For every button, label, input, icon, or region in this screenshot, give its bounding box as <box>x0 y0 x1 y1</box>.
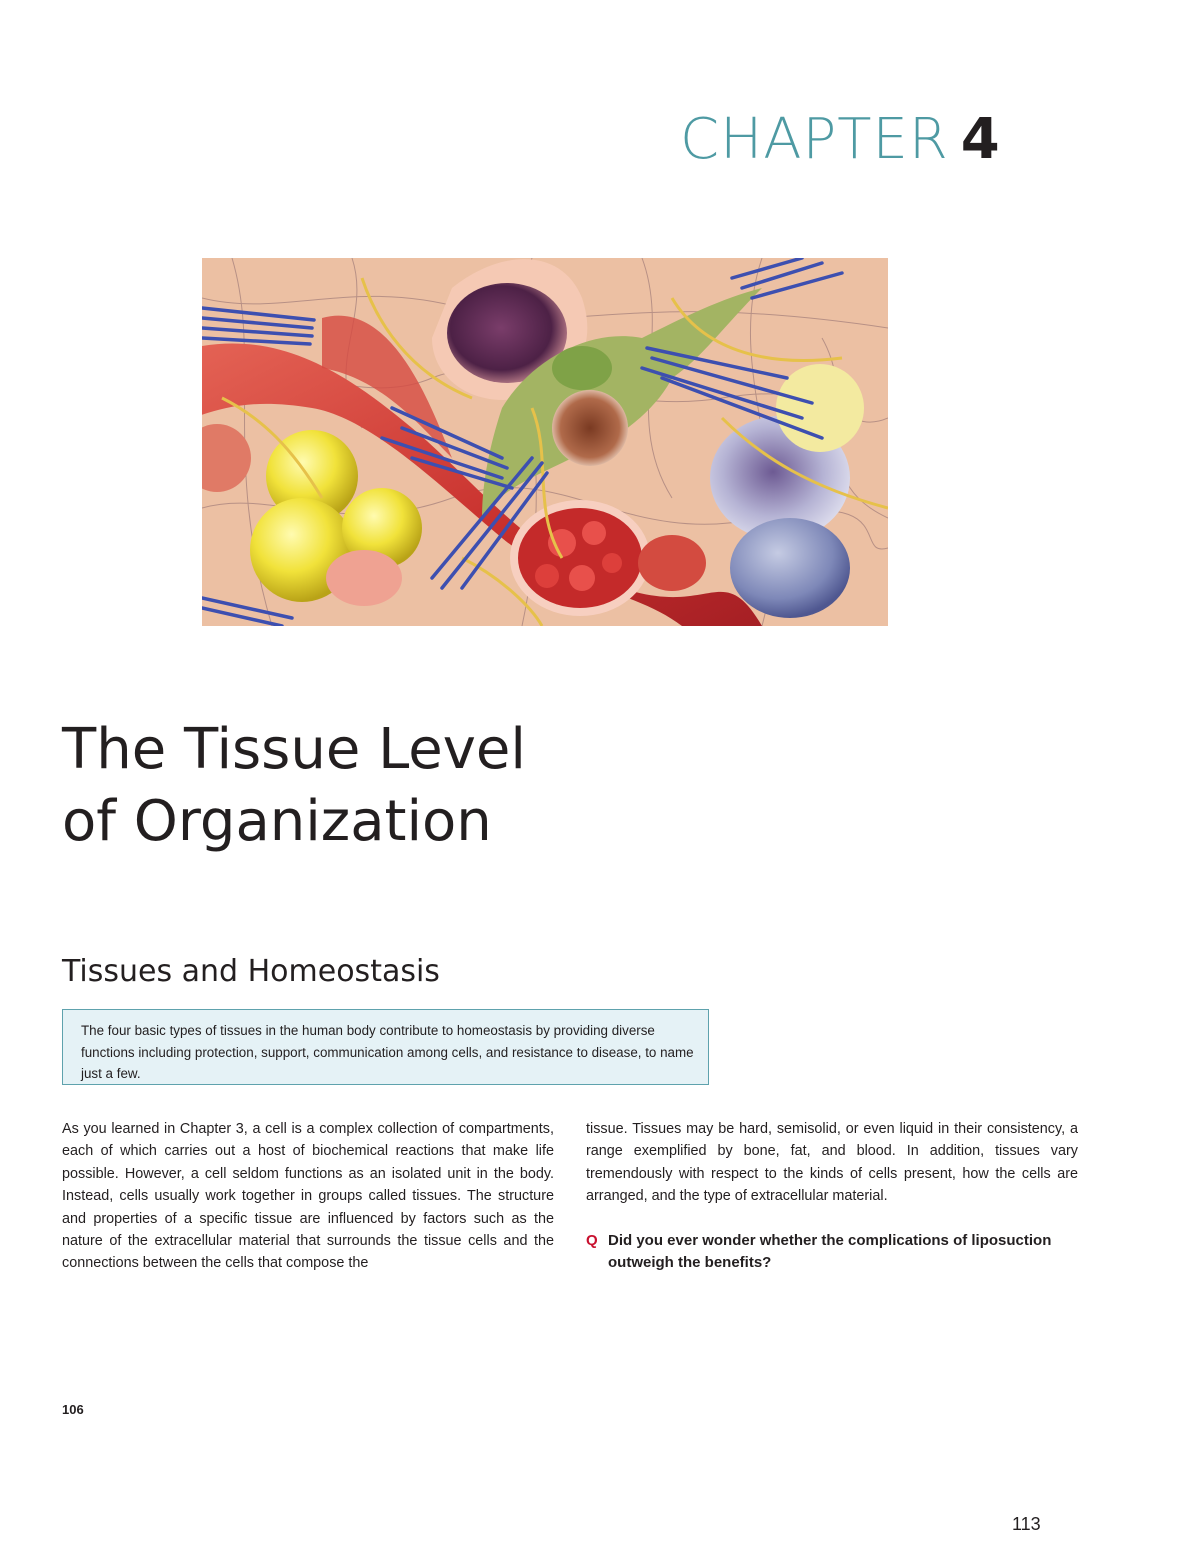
section-heading: Tissues and Homeostasis <box>62 954 440 989</box>
summary-callout <box>62 1009 709 1085</box>
question-marker: Q <box>586 1232 598 1249</box>
chapter-heading <box>680 100 1000 180</box>
question-prompt <box>586 1230 1078 1275</box>
question-text: Did you ever wonder whether the complications of liposuction outweigh the benefits? <box>608 1232 1052 1272</box>
body-right-column: tissue. Tissues may be hard, semisolid, or even liquid in their consistency, a range exemplified by bone, fat, and blood. In addition, tissues vary tremendously with respect to the kinds of cells present, how the cells are arranged, and the type of extracellular material. <box>586 1121 1078 1205</box>
tissue-illustration <box>202 258 888 626</box>
body-left-column: As you learned in Chapter 3, a cell is a complex collection of compartments, each of which carries out a host of biochemical reactions that make life possible. However, a cell seldom functions as an isolated unit in the body. Instead, cells usually work together in groups called tissues. The structure and properties of a specific tissue are influenced by factors such as the nature of the extracellular material that surrounds the tissue cells and the connections between the cells that compose the <box>62 1121 554 1272</box>
chapter-title-line-2: of Organization <box>62 789 492 854</box>
chapter-title-line-1: The Tissue Level <box>62 717 526 782</box>
page-number: 113 <box>1012 1514 1041 1534</box>
printed-page-number: 106 <box>62 1402 84 1417</box>
chapter-label: CHAPTER <box>680 107 949 172</box>
callout-text: The four basic types of tissues in the human body contribute to homeostasis by providing diverse functions including protection, support, communication among cells, and resistance to disease, to name just a few. <box>81 1023 694 1081</box>
chapter-number: 4 <box>960 107 1000 172</box>
chapter-title <box>62 714 526 858</box>
